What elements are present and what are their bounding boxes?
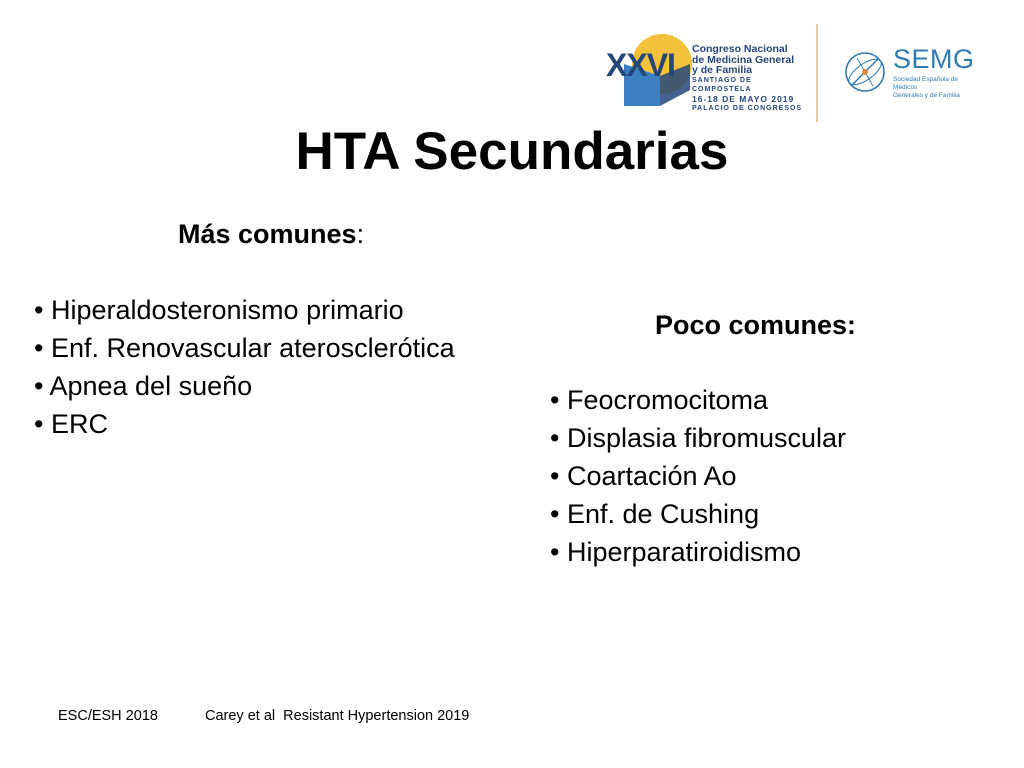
list-item: • Hiperaldosteronismo primario xyxy=(34,295,404,325)
semg-tagline-line1: Sociedad Española de Médicos xyxy=(893,76,959,91)
list-item: • Enf. Renovascular aterosclerótica xyxy=(34,333,455,363)
list-item: • Feocromocitoma xyxy=(550,385,769,415)
common-causes-heading-colon: : xyxy=(356,219,365,249)
semg-name: SEMG xyxy=(893,44,975,74)
slide-title: HTA Secundarias xyxy=(295,122,729,181)
reference-carey: Carey et al Resistant Hypertension 2019 xyxy=(205,708,470,724)
semg-logo xyxy=(843,46,975,98)
uncommon-causes-list xyxy=(550,381,846,571)
logo-divider xyxy=(816,24,818,122)
list-item: • Coartación Ao xyxy=(550,461,737,491)
congress-text xyxy=(692,44,804,113)
list-item: • Displasia fibromuscular xyxy=(550,423,847,453)
list-item: • Enf. de Cushing xyxy=(550,499,760,529)
congress-logo xyxy=(604,24,804,112)
common-causes-heading-text: Más comunes xyxy=(178,219,357,249)
congress-numeral: XXVI xyxy=(606,47,675,83)
congress-emblem xyxy=(604,24,694,106)
common-causes-list xyxy=(34,291,455,443)
list-item: • ERC xyxy=(34,409,108,439)
congress-line-2: de Medicina General xyxy=(692,53,795,66)
semg-tagline xyxy=(893,76,975,100)
semg-tagline-line2: Generales y de Familia xyxy=(893,92,960,99)
congress-dates: 16-18 DE MAYO 2019 xyxy=(692,93,795,104)
uncommon-causes-heading: Poco comunes: xyxy=(655,310,857,340)
semg-emblem-icon xyxy=(843,50,887,94)
reference-esc-esh: ESC/ESH 2018 xyxy=(58,708,158,724)
list-item: • Hiperparatiroidismo xyxy=(550,537,802,567)
list-item: • Apnea del sueño xyxy=(34,371,253,401)
congress-location: SANTIAGO DE COMPOSTELA xyxy=(692,76,752,93)
congress-line-1: Congreso Nacional xyxy=(692,43,788,55)
congress-line-3: y de Familia xyxy=(692,64,753,76)
congress-venue: PALACIO DE CONGRESOS xyxy=(692,104,803,112)
common-causes-heading xyxy=(178,216,364,252)
